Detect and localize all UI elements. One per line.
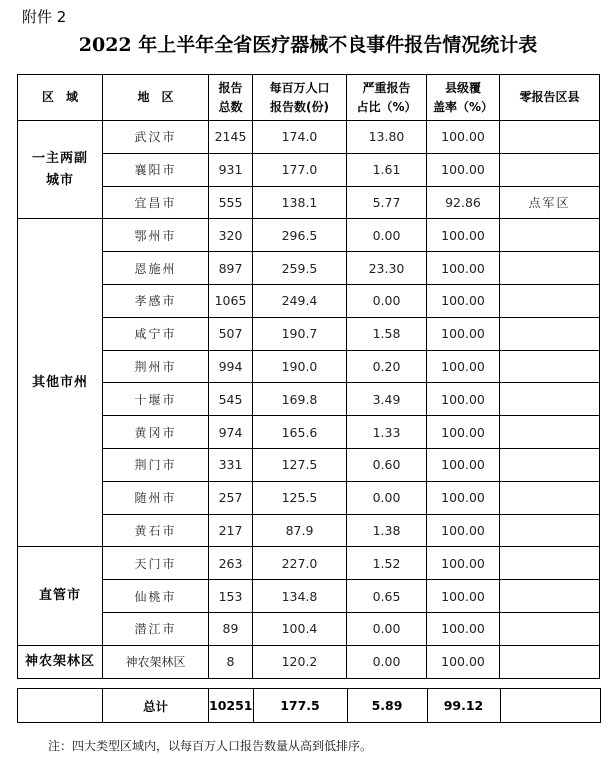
zero-county-cell — [500, 317, 600, 350]
coverage-cell: 100.00 — [427, 547, 500, 580]
total-cell: 331 — [209, 448, 253, 481]
header-total: 报告 总数 — [209, 75, 253, 121]
per-million-cell: 259.5 — [253, 252, 347, 285]
zero-county-cell — [500, 612, 600, 645]
coverage-cell: 100.00 — [427, 383, 500, 416]
total-cell: 897 — [209, 252, 253, 285]
total-row — [18, 689, 601, 723]
header-region-type: 区 域 — [18, 75, 103, 121]
total-cell: 2145 — [209, 121, 253, 154]
total-cell: 931 — [209, 153, 253, 186]
coverage-cell: 100.00 — [427, 580, 500, 613]
total-cell: 1065 — [209, 284, 253, 317]
coverage-cell: 100.00 — [427, 121, 500, 154]
page-title: 2022 年上半年全省医疗器械不良事件报告情况统计表 — [78, 34, 538, 56]
per-million-cell: 190.0 — [253, 350, 347, 383]
serious-cell: 1.38 — [347, 514, 427, 547]
area-cell: 黄石市 — [103, 514, 209, 547]
zero-county-cell — [500, 284, 600, 317]
per-million-cell: 165.6 — [253, 416, 347, 449]
serious-cell: 1.52 — [347, 547, 427, 580]
per-million-cell: 120.2 — [253, 645, 347, 678]
zero-county-cell — [500, 580, 600, 613]
coverage-cell: 100.00 — [427, 284, 500, 317]
region-group-cell: 直管市 — [18, 547, 103, 645]
coverage-cell: 100.00 — [427, 350, 500, 383]
total-cell: 153 — [209, 580, 253, 613]
table-row — [18, 514, 600, 547]
table-row — [18, 383, 600, 416]
region-group-cell: 其他市州 — [18, 219, 103, 547]
zero-county-cell — [500, 252, 600, 285]
table-row — [18, 481, 600, 514]
coverage-cell: 100.00 — [427, 219, 500, 252]
serious-cell: 0.20 — [347, 350, 427, 383]
zero-county-cell — [500, 219, 600, 252]
statistics-table — [17, 74, 600, 679]
coverage-cell: 92.86 — [427, 186, 500, 219]
table-row — [18, 186, 600, 219]
region-group-cell: 神农架林区 — [18, 645, 103, 678]
zero-county-cell — [500, 448, 600, 481]
coverage-cell: 100.00 — [427, 448, 500, 481]
zero-county-cell — [500, 416, 600, 449]
total-blank-cell — [18, 689, 103, 723]
zero-county-cell — [500, 547, 600, 580]
per-million-cell: 138.1 — [253, 186, 347, 219]
serious-cell: 0.00 — [347, 481, 427, 514]
table-row — [18, 252, 600, 285]
header-per-million: 每百万人口 报告数(份) — [253, 75, 347, 121]
header-coverage: 县级覆 盖率（%） — [427, 75, 500, 121]
serious-cell: 0.00 — [347, 284, 427, 317]
zero-county-cell — [500, 153, 600, 186]
table-row — [18, 153, 600, 186]
serious-cell: 5.77 — [347, 186, 427, 219]
total-cell: 555 — [209, 186, 253, 219]
table-row — [18, 219, 600, 252]
total-cell: 320 — [209, 219, 253, 252]
header-serious: 严重报告 占比（%） — [347, 75, 427, 121]
per-million-cell: 177.0 — [253, 153, 347, 186]
area-cell: 天门市 — [103, 547, 209, 580]
table-row — [18, 612, 600, 645]
area-cell: 武汉市 — [103, 121, 209, 154]
serious-cell: 3.49 — [347, 383, 427, 416]
coverage-cell: 100.00 — [427, 252, 500, 285]
per-million-cell: 100.4 — [253, 612, 347, 645]
area-cell: 宜昌市 — [103, 186, 209, 219]
serious-cell: 1.61 — [347, 153, 427, 186]
total-cell: 994 — [209, 350, 253, 383]
area-cell: 随州市 — [103, 481, 209, 514]
serious-cell: 0.60 — [347, 448, 427, 481]
total-cell: 507 — [209, 317, 253, 350]
coverage-cell: 100.00 — [427, 645, 500, 678]
serious-cell: 0.00 — [347, 612, 427, 645]
total-cell: 217 — [209, 514, 253, 547]
table-row — [18, 317, 600, 350]
area-cell: 黄冈市 — [103, 416, 209, 449]
total-count: 10251 — [209, 689, 254, 723]
total-table — [17, 688, 601, 723]
coverage-cell: 100.00 — [427, 481, 500, 514]
total-cell: 89 — [209, 612, 253, 645]
zero-county-cell — [500, 645, 600, 678]
total-cell: 545 — [209, 383, 253, 416]
zero-county-cell — [500, 514, 600, 547]
per-million-cell: 134.8 — [253, 580, 347, 613]
area-cell: 襄阳市 — [103, 153, 209, 186]
zero-county-cell — [500, 350, 600, 383]
serious-cell: 23.30 — [347, 252, 427, 285]
serious-cell: 1.58 — [347, 317, 427, 350]
serious-cell: 0.65 — [347, 580, 427, 613]
total-zero-blank — [500, 689, 600, 723]
area-cell: 荆州市 — [103, 350, 209, 383]
coverage-cell: 100.00 — [427, 514, 500, 547]
per-million-cell: 125.5 — [253, 481, 347, 514]
serious-cell: 1.33 — [347, 416, 427, 449]
zero-county-cell: 点军区 — [500, 186, 600, 219]
zero-county-cell — [500, 481, 600, 514]
serious-cell: 0.00 — [347, 219, 427, 252]
per-million-cell: 87.9 — [253, 514, 347, 547]
table-row — [18, 645, 600, 678]
total-cell: 974 — [209, 416, 253, 449]
per-million-cell: 127.5 — [253, 448, 347, 481]
total-cell: 263 — [209, 547, 253, 580]
header-zero-counties: 零报告区县 — [500, 75, 600, 121]
table-row — [18, 284, 600, 317]
area-cell: 十堰市 — [103, 383, 209, 416]
per-million-cell: 174.0 — [253, 121, 347, 154]
total-cell: 257 — [209, 481, 253, 514]
footnote: 注：四大类型区域内，以每百万人口报告数量从高到低排序。 — [48, 739, 373, 753]
coverage-cell: 100.00 — [427, 317, 500, 350]
serious-cell: 0.00 — [347, 645, 427, 678]
header-row — [18, 75, 600, 121]
table-row — [18, 547, 600, 580]
area-cell: 神农架林区 — [103, 645, 209, 678]
per-million-cell: 249.4 — [253, 284, 347, 317]
serious-cell: 13.80 — [347, 121, 427, 154]
area-cell: 咸宁市 — [103, 317, 209, 350]
area-cell: 恩施州 — [103, 252, 209, 285]
per-million-cell: 296.5 — [253, 219, 347, 252]
coverage-cell: 100.00 — [427, 153, 500, 186]
header-area: 地 区 — [103, 75, 209, 121]
total-per-million: 177.5 — [253, 689, 347, 723]
table-row — [18, 448, 600, 481]
total-coverage: 99.12 — [427, 689, 500, 723]
per-million-cell: 227.0 — [253, 547, 347, 580]
per-million-cell: 169.8 — [253, 383, 347, 416]
zero-county-cell — [500, 383, 600, 416]
coverage-cell: 100.00 — [427, 416, 500, 449]
attachment-label: 附件 2 — [22, 8, 67, 26]
area-cell: 潜江市 — [103, 612, 209, 645]
area-cell: 仙桃市 — [103, 580, 209, 613]
table-row — [18, 350, 600, 383]
total-cell: 8 — [209, 645, 253, 678]
table-row — [18, 580, 600, 613]
area-cell: 鄂州市 — [103, 219, 209, 252]
table-row — [18, 416, 600, 449]
coverage-cell: 100.00 — [427, 612, 500, 645]
area-cell: 孝感市 — [103, 284, 209, 317]
per-million-cell: 190.7 — [253, 317, 347, 350]
region-group-cell: 一主两副 城市 — [18, 121, 103, 219]
zero-county-cell — [500, 121, 600, 154]
total-serious: 5.89 — [347, 689, 427, 723]
table-row — [18, 121, 600, 154]
area-cell: 荆门市 — [103, 448, 209, 481]
total-label: 总计 — [103, 689, 209, 723]
